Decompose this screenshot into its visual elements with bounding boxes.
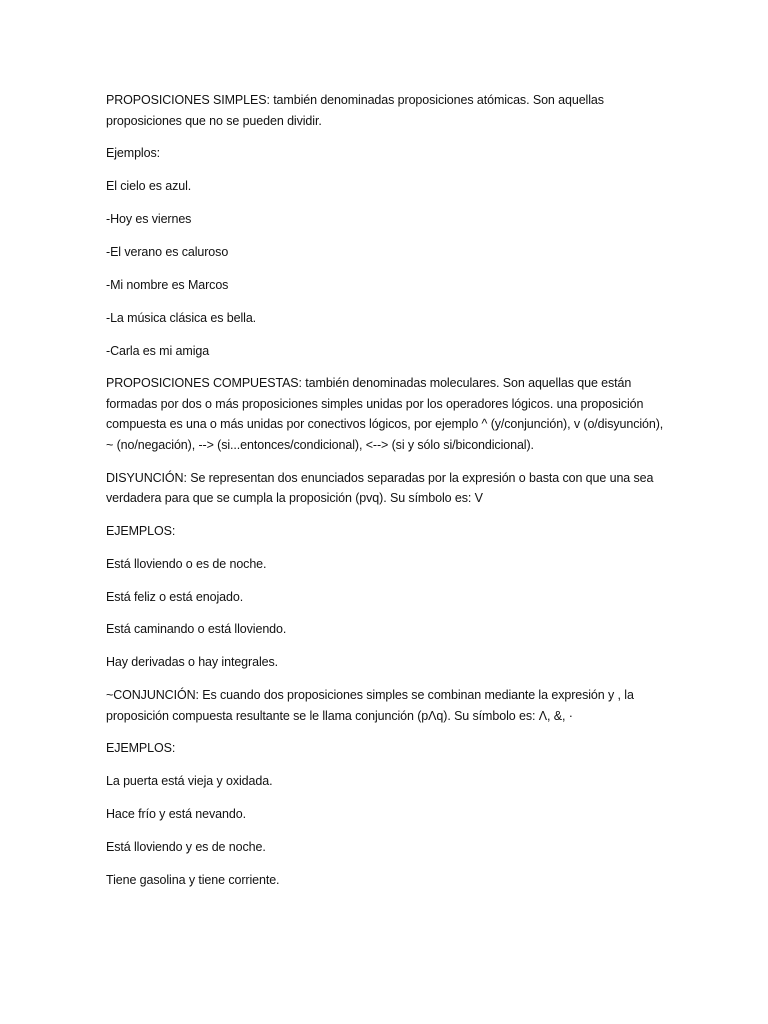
paragraph-example-derivatives: Hay derivadas o hay integrales.	[106, 655, 278, 670]
paragraph-example-cold-snow: Hace frío y está nevando.	[106, 807, 246, 822]
paragraph-example-carla: -Carla es mi amiga	[106, 343, 210, 358]
paragraph-example-door: La puerta está vieja y oxidada.	[106, 774, 273, 789]
paragraph-example-friday: -Hoy es viernes	[106, 211, 192, 226]
paragraph-example-raining-night: Está lloviendo o es de noche.	[106, 556, 267, 571]
paragraph-simple-propositions: PROPOSICIONES SIMPLES: también denominadas proposiciones atómicas. Son aquellas proposiciones que no se pueden dividir.	[106, 93, 604, 128]
paragraph-compound-propositions: PROPOSICIONES COMPUESTAS: también denominadas moleculares. Son aquellas que están formadas por dos o más proposiciones simples unidas por los operadores lógicos. una proposición compuesta es una o más unidas por conectivos lógicos, por ejemplo ^ (y/conjunción), v (o/disyunción), ~ (no/negación), --> (si...entonces/condicional), <--> (si y sólo si/bicondicional).	[106, 376, 664, 452]
paragraph-example-sky: El cielo es azul.	[106, 179, 192, 194]
paragraph-conjunction: ~CONJUNCIÓN: Es cuando dos proposiciones simples se combinan mediante la expresión y , la proposición compuesta resultante se le llama conjunción (pΛq). Su símbolo es: Λ, &, ·	[106, 688, 634, 723]
paragraph-example-happy-angry: Está feliz o está enojado.	[106, 589, 244, 604]
paragraph-examples-heading-3: EJEMPLOS:	[106, 741, 176, 756]
paragraph-examples-heading-2: EJEMPLOS:	[106, 523, 176, 538]
paragraph-example-gasoline: Tiene gasolina y tiene corriente.	[106, 873, 280, 887]
paragraph-examples-heading: Ejemplos:	[106, 146, 160, 161]
paragraph-disjunction: DISYUNCIÓN: Se representan dos enunciados separadas por la expresión o basta con que una sea verdadera para que se cumpla la proposición (pvq). Su símbolo es: V	[106, 470, 654, 506]
paragraph-example-summer: -El verano es caluroso	[106, 244, 229, 259]
paragraph-example-music: -La música clásica es bella.	[106, 310, 257, 325]
paragraph-example-walking-raining: Está caminando o está lloviendo.	[106, 622, 287, 637]
paragraph-example-raining-night-2: Está lloviendo y es de noche.	[106, 840, 266, 855]
paragraph-example-name: -Mi nombre es Marcos	[106, 277, 229, 292]
document-page	[106, 90, 666, 903]
